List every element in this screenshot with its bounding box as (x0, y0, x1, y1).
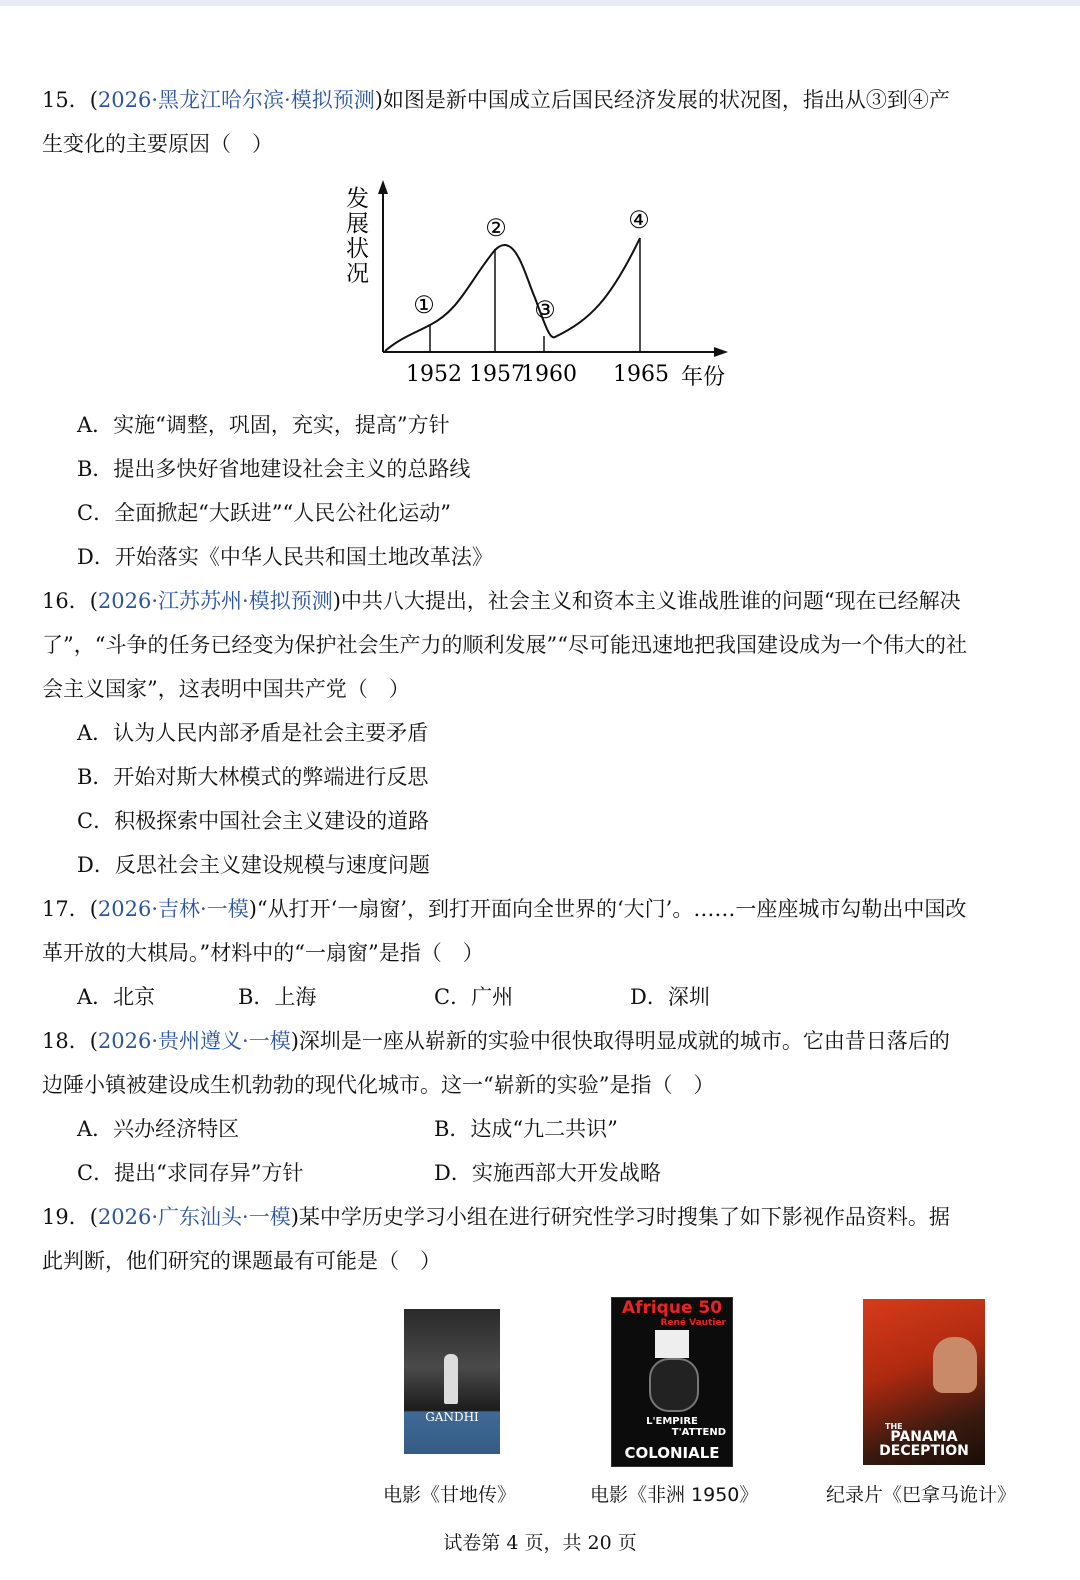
question-16-line-2: 了”，“斗争的任务已经变为保护社会生产力的顺利发展”“尽可能迅速地把我国建设成为一个伟大的社 (42, 633, 967, 657)
question-15-line-1: 15．(2026·黑龙江哈尔滨·模拟预测)如图是新中国成立后国民经济发展的状况图，指出从③到④产 (42, 88, 950, 112)
option[interactable]: A．实施“调整，巩固，充实，提高”方针 (77, 413, 450, 437)
xlabel: 年份 (680, 365, 726, 390)
development-diagram (330, 170, 740, 400)
option[interactable]: C．积极探索中国社会主义建设的道路 (77, 809, 430, 833)
option[interactable]: B．开始对斯大林模式的弊端进行反思 (77, 765, 429, 789)
year-tick: 1952 (406, 362, 462, 387)
option[interactable]: A．兴办经济特区 (77, 1117, 240, 1141)
point-label: ① (413, 291, 435, 319)
year-tick: 1960 (521, 362, 577, 387)
question-source: 2026·吉林·一模 (97, 897, 249, 921)
question-17-line-2: 革开放的大棋局。”材料中的“一扇窗”是指（ ） (42, 941, 484, 965)
option[interactable]: A．认为人民内部矛盾是社会主要矛盾 (77, 721, 429, 745)
question-19-line-1: 19．(2026·广东汕头·一模)某中学历史学习小组在进行研究性学习时搜集了如下影视作品资料。据 (42, 1205, 950, 1229)
option[interactable]: C．全面掀起“大跃进”“人民公社化运动” (77, 501, 452, 525)
option[interactable]: B．提出多快好省地建设社会主义的总路线 (77, 457, 471, 481)
option[interactable]: D．实施西部大开发战略 (434, 1161, 661, 1185)
point-label: ② (485, 214, 507, 242)
ylabel-char: 展 (346, 211, 369, 237)
ylabel-char: 状 (346, 236, 369, 262)
ylabel-char: 发 (346, 186, 369, 212)
point-label: ③ (534, 296, 556, 324)
question-17-line-1: 17．(2026·吉林·一模)“从打开‘一扇窗’，到打开面向全世界的‘大门’。……一座座城市勾勒出中国改 (42, 897, 967, 921)
year-tick: 1965 (613, 362, 669, 387)
top-border (0, 0, 1080, 6)
option[interactable]: B．达成“九二共识” (434, 1117, 618, 1141)
question-18-line-1: 18．(2026·贵州遵义·一模)深圳是一座从崭新的实验中很快取得明显成就的城市。它由昔日落后的 (42, 1029, 950, 1053)
page-footer: 试卷第 4 页，共 20 页 (443, 1532, 637, 1554)
poster-caption: 电影《非洲 1950》 (590, 1484, 759, 1506)
x-axis-arrow-icon (714, 347, 728, 357)
panama-deception-poster: THE PANAMA DECEPTION (863, 1299, 985, 1465)
gandhi-poster: GANDHI (404, 1309, 500, 1454)
option[interactable]: C．广州 (434, 985, 514, 1009)
point-label: ④ (628, 206, 650, 234)
option[interactable]: A．北京 (77, 985, 156, 1009)
option[interactable]: D．开始落实《中华人民共和国土地改革法》 (77, 545, 493, 569)
ylabel-char: 况 (346, 261, 369, 287)
question-18-line-2: 边陲小镇被建设成生机勃勃的现代化城市。这一“崭新的实验”是指（ ） (42, 1073, 715, 1097)
question-16-line-3: 会主义国家”，这表明中国共产党（ ） (42, 677, 410, 701)
question-source: 2026·江苏苏州·模拟预测 (97, 589, 333, 613)
option[interactable]: B．上海 (238, 985, 317, 1009)
poster-caption: 纪录片《巴拿马诡计》 (826, 1484, 1017, 1506)
option[interactable]: C．提出“求同存异”方针 (77, 1161, 304, 1185)
option[interactable]: D．反思社会主义建设规模与速度问题 (77, 853, 430, 877)
question-source: 2026·广东汕头·一模 (97, 1205, 291, 1229)
poster-caption: 电影《甘地传》 (383, 1484, 517, 1506)
question-15-line-2: 生变化的主要原因（ ） (42, 132, 273, 156)
question-19-line-2: 此判断，他们研究的课题最有可能是（ ） (42, 1249, 441, 1273)
question-source: 2026·黑龙江哈尔滨·模拟预测 (97, 88, 375, 112)
y-axis-arrow-icon (378, 180, 388, 194)
question-source: 2026·贵州遵义·一模 (97, 1029, 291, 1053)
question-16-line-1: 16．(2026·江苏苏州·模拟预测)中共八大提出，社会主义和资本主义谁战胜谁的问题“现在已经解决 (42, 589, 961, 613)
afrique-50-poster: Afrique 50 René Vautier L'EMPIRE T'ATTEND COLONIALE (611, 1297, 733, 1467)
option[interactable]: D．深圳 (630, 985, 710, 1009)
year-tick: 1957 (469, 362, 525, 387)
